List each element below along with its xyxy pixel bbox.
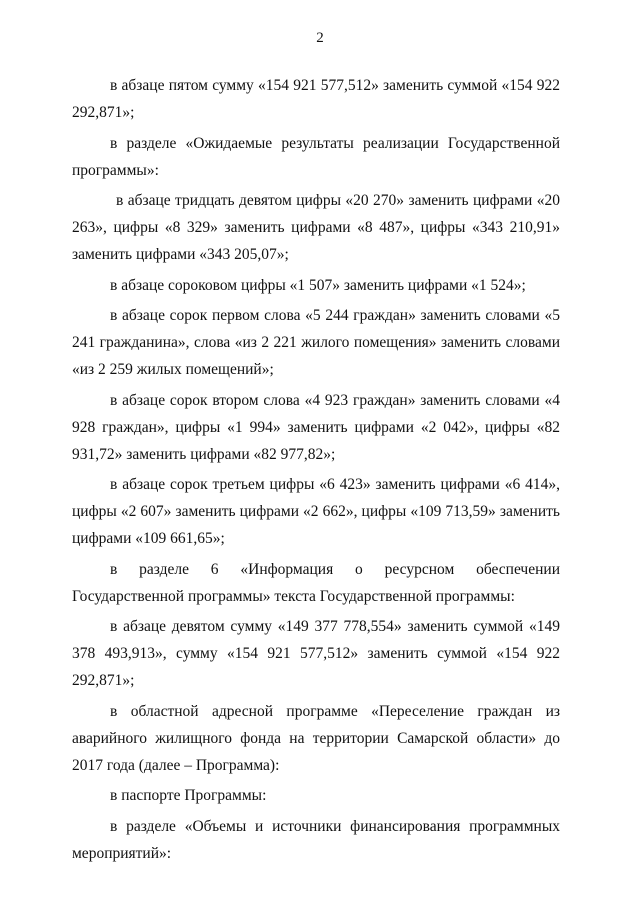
paragraph-12: в разделе «Объемы и источники финансирования программных мероприятий»: — [72, 817, 560, 862]
paragraph-10: в областной адресной программе «Переселение граждан из аварийного жилищного фонда на территории Самарской области» до 2017 года (далее – Программа): — [72, 702, 560, 774]
paragraph-4: в абзаце сороковом цифры «1 507» заменить цифрами «1 524»; — [110, 276, 526, 294]
page-number: 2 — [316, 30, 324, 46]
paragraph-5: в абзаце сорок первом слова «5 244 граждан» заменить словами «5 241 гражданина», слова «из 2 221 жилого помещения» заменить словами «из 2 259 жилых помещений»; — [72, 307, 560, 378]
paragraph-2: в разделе «Ожидаемые результаты реализации Государственной программы»: — [72, 134, 560, 179]
paragraph-9: в абзаце девятом сумму «149 377 778,554» заменить суммой «149 378 493,913», сумму «154 921 577,512» заменить суммой «154 922 292,871»; — [72, 618, 560, 689]
paragraph-3: в абзаце тридцать девятом цифры «20 270» заменить цифрами «20 263», цифры «8 329» заменить цифрами «8 487», цифры «343 210,91» заменить цифрами «343 205,07»; — [72, 192, 560, 263]
paragraph-11: в паспорте Программы: — [110, 787, 267, 804]
paragraph-7: в абзаце сорок третьем цифры «6 423» заменить цифрами «6 414», цифры «2 607» заменить цифрами «2 662», цифры «109 713,59» заменить цифрами «109 661,65»; — [72, 476, 560, 547]
paragraph-8: в разделе 6 «Информация о ресурсном обеспечении Государственной программы» текста Государственной программы: — [72, 560, 560, 605]
document-body — [72, 72, 560, 870]
paragraph-6: в абзаце сорок втором слова «4 923 граждан» заменить словами «4 928 граждан», цифры «1 994» заменить цифрами «2 042», цифры «82 931,72» заменить цифрами «82 977,82»; — [72, 391, 560, 463]
paragraph-1: в абзаце пятом сумму «154 921 577,512» заменить суммой «154 922 292,871»; — [72, 77, 560, 121]
